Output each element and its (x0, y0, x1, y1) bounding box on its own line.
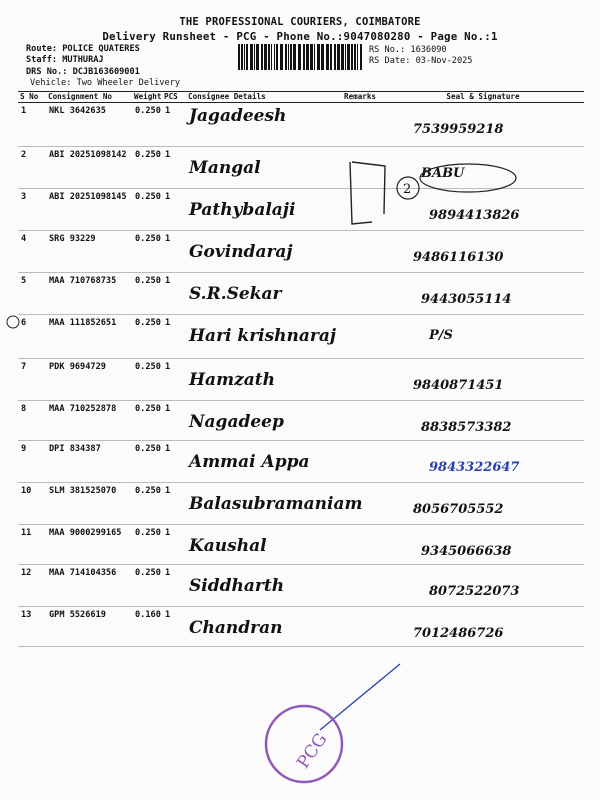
signature-note-handwritten: 8072522073 (429, 584, 520, 599)
pcs-cell: 1 (162, 273, 186, 315)
weight-cell: 0.250 (132, 441, 162, 483)
svg-text:PCG: PCG (293, 729, 332, 773)
consignee-name-handwritten: S.R.Sekar (189, 284, 282, 304)
consignment-cell: MAA 9000299165 (46, 525, 132, 565)
pcs-cell: 1 (162, 401, 186, 441)
pcs-cell: 1 (162, 359, 186, 401)
weight-cell: 0.250 (132, 565, 162, 607)
rs-no-label: RS No.: 1636090 (369, 45, 447, 55)
weight-cell: 0.250 (132, 483, 162, 525)
consignee-name-handwritten: Mangal (189, 158, 261, 178)
consignee-name-handwritten: Siddharth (189, 576, 285, 596)
consignment-cell: DPI 834387 (46, 441, 132, 483)
consignment-cell: SLM 381525070 (46, 483, 132, 525)
weight-cell: 0.250 (132, 103, 162, 147)
weight-cell: 0.250 (132, 189, 162, 231)
svg-text:2: 2 (403, 182, 412, 197)
sno-cell: 11 (18, 525, 46, 565)
weight-cell: 0.250 (132, 401, 162, 441)
weight-cell: 0.250 (132, 315, 162, 359)
weight-cell: 0.250 (132, 525, 162, 565)
consignee-name-handwritten: Ammai Appa (189, 452, 310, 472)
weight-cell: 0.250 (132, 147, 162, 189)
weight-cell: 0.250 (132, 273, 162, 315)
pcs-cell: 1 (162, 147, 186, 189)
consignee-name-handwritten: Pathybalaji (189, 200, 296, 220)
signature-note-handwritten: P/S (429, 328, 453, 343)
sno-cell: 2 (18, 147, 46, 189)
header-consignment: Consignment No (46, 92, 132, 103)
sno-cell: 4 (18, 231, 46, 273)
sno-cell: 1 (18, 103, 46, 147)
signature-note-handwritten: 9443055114 (421, 292, 512, 307)
signature-note-handwritten: 9840871451 (413, 378, 504, 393)
signature-note-handwritten: 9843322647 (429, 460, 520, 475)
consignment-cell: MAA 111852651 (46, 315, 132, 359)
consignment-cell: ABI 20251098145 (46, 189, 132, 231)
consignee-name-handwritten: Balasubramaniam (189, 494, 363, 514)
signature-note-handwritten: 9345066638 (421, 544, 512, 559)
sno-cell: 12 (18, 565, 46, 607)
pcs-cell: 1 (162, 483, 186, 525)
drs-label: DRS No.: DCJB163609001 (26, 67, 140, 77)
sno-cell: 8 (18, 401, 46, 441)
pcs-cell: 1 (162, 441, 186, 483)
runsheet-subtitle: Delivery Runsheet - PCG - Phone No.:9047080280 - Page No.:1 (102, 30, 498, 43)
sno-cell: 3 (18, 189, 46, 231)
pcs-cell: 1 (162, 103, 186, 147)
consignee-name-handwritten: Govindaraj (189, 242, 293, 262)
signature-note-handwritten: 7012486726 (413, 626, 504, 641)
pcg-stamp (266, 706, 342, 782)
consignment-cell: NKL 3642635 (46, 103, 132, 147)
pcs-cell: 1 (162, 607, 186, 647)
header-pcs: PCS (162, 92, 186, 103)
consignee-name-handwritten: Jagadeesh (189, 106, 287, 126)
consignee-name-handwritten: Hamzath (189, 370, 275, 390)
consignee-name-handwritten: Nagadeep (189, 412, 284, 432)
grouping-bracket (350, 162, 372, 224)
pcs-cell: 1 (162, 315, 186, 359)
vehicle-label: Vehicle: Two Wheeler Delivery (30, 78, 181, 88)
header-weight: Weight (134, 92, 162, 101)
sno-cell: 6 (18, 315, 46, 359)
sno-cell: 5 (18, 273, 46, 315)
weight-cell: 0.160 (132, 607, 162, 647)
signature-note-handwritten: 9894413826 (429, 208, 520, 223)
consignment-cell: MAA 710252878 (46, 401, 132, 441)
pcs-cell: 1 (162, 525, 186, 565)
signature-note-handwritten: 9486116130 (413, 250, 504, 265)
pcs-cell: 1 (162, 231, 186, 273)
weight-cell: 0.250 (132, 231, 162, 273)
staff-label: Staff: MUTHURAJ (26, 55, 104, 65)
signature-note-handwritten: 7539959218 (413, 122, 504, 137)
header-remarks: Remarks (342, 92, 380, 103)
signature-note-handwritten: 8838573382 (421, 420, 512, 435)
pcs-cell: 1 (162, 565, 186, 607)
consignment-cell: MAA 714104356 (46, 565, 132, 607)
consignment-cell: MAA 710768735 (46, 273, 132, 315)
consignee-name-handwritten: Hari krishnaraj (189, 326, 337, 346)
sno-cell: 7 (18, 359, 46, 401)
sno-cell: 13 (18, 607, 46, 647)
signature-note-handwritten: 8056705552 (413, 502, 504, 517)
consignee-name-handwritten: Chandran (189, 618, 283, 638)
consignment-cell: SRG 93229 (46, 231, 132, 273)
header-sno: S No (18, 92, 46, 103)
route-label: Route: POLICE QUATERES (26, 44, 140, 54)
company-title: THE PROFESSIONAL COURIERS, COIMBATORE (179, 16, 421, 28)
consignee-name-handwritten: Kaushal (189, 536, 267, 556)
sno-cell: 10 (18, 483, 46, 525)
consignment-cell: GPM 5526619 (46, 607, 132, 647)
weight-cell: 0.250 (132, 359, 162, 401)
consignment-cell: ABI 20251098142 (46, 147, 132, 189)
rs-date-label: RS Date: 03-Nov-2025 (369, 56, 473, 66)
header-consignee: Consignee Details (186, 92, 342, 103)
consignment-cell: PDK 9694729 (46, 359, 132, 401)
pcs-cell: 1 (162, 189, 186, 231)
sno-cell: 9 (18, 441, 46, 483)
header-signature: Seal & Signature (380, 92, 584, 103)
signature-note-handwritten: BABU (421, 166, 465, 181)
